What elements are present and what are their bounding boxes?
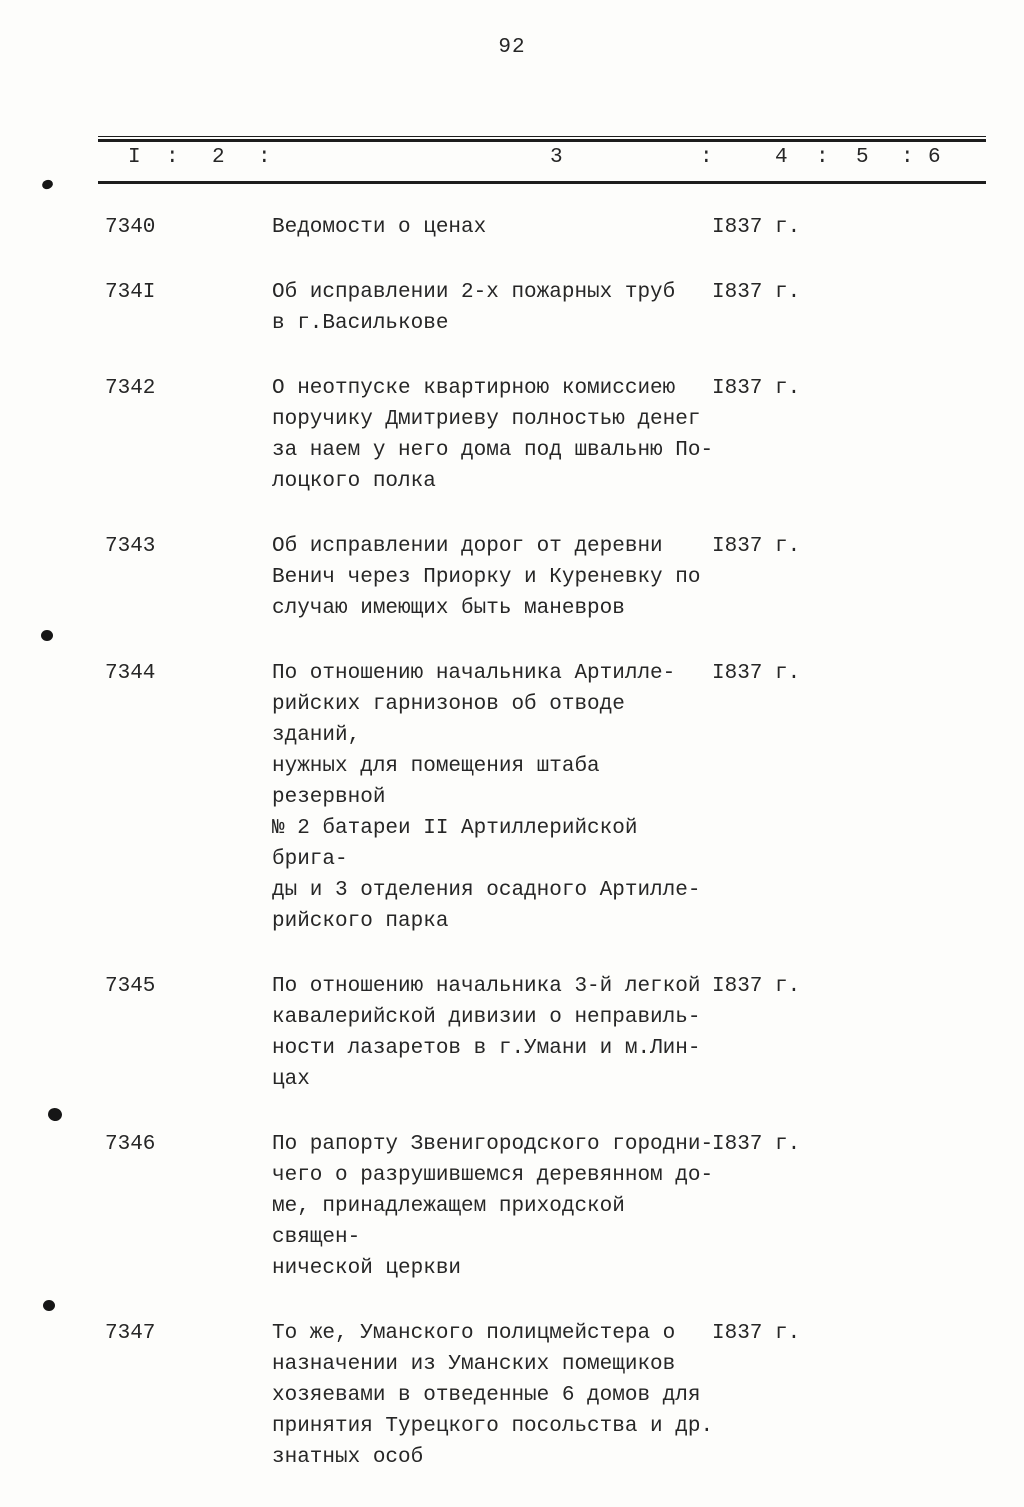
case-year: I837 г. [712, 535, 801, 558]
case-title-line: поручику Дмитриеву полностью денег [272, 408, 701, 431]
case-year: I837 г. [712, 216, 801, 239]
case-number: 7347 [105, 1322, 156, 1345]
case-title-line: нической церкви [272, 1257, 462, 1280]
case-number: 7345 [105, 975, 156, 998]
case-year: I837 г. [712, 975, 801, 998]
case-title [272, 1318, 722, 1473]
case-title-line: чего о разрушившемся деревянном до- [272, 1164, 714, 1187]
case-year: I837 г. [712, 1322, 801, 1345]
case-title-line: принятия Турецкого посольства и др. [272, 1415, 714, 1438]
case-title-line: № 2 батареи II Артиллерийской брига- [272, 817, 638, 871]
case-title-line: случаю имеющих быть маневров [272, 597, 625, 620]
table-row [0, 531, 1024, 624]
ink-speck [41, 178, 54, 190]
table-column-header [0, 146, 1024, 176]
column-separator: : [700, 146, 713, 169]
case-title-line: То же, Уманского полицмейстера о [272, 1322, 676, 1345]
column-header-5: 5 [856, 146, 869, 169]
case-number: 734I [105, 281, 156, 304]
case-title-line: рийских гарнизонов об отводе зданий, [272, 693, 625, 747]
case-title-line: за наем у него дома под швальню По- [272, 439, 714, 462]
column-separator: : [901, 146, 914, 169]
case-title [272, 658, 722, 937]
table-row [0, 658, 1024, 937]
ink-speck [43, 1300, 55, 1311]
case-title-line: кавалерийской дивизии о неправиль- [272, 1006, 701, 1029]
case-title-line: ды и 3 отделения осадного Артилле- [272, 879, 701, 902]
case-year: I837 г. [712, 1133, 801, 1156]
case-title-line: рийского парка [272, 910, 449, 933]
column-header-2: 2 [212, 146, 225, 169]
table-row [0, 373, 1024, 497]
ink-speck [41, 630, 53, 641]
case-number: 7346 [105, 1133, 156, 1156]
column-separator: : [166, 146, 179, 169]
case-number: 7342 [105, 377, 156, 400]
case-title-line: Об исправлении дорог от деревни [272, 535, 663, 558]
case-title-line: хозяевами в отведенные 6 домов для [272, 1384, 701, 1407]
case-title-line: знатных особ [272, 1446, 424, 1469]
table-row [0, 212, 1024, 243]
case-title-line: в г.Василькове [272, 312, 449, 335]
case-year: I837 г. [712, 281, 801, 304]
case-title [272, 1129, 722, 1284]
column-header-3: 3 [550, 146, 563, 169]
table-rule-top [98, 139, 986, 142]
table-row [0, 1129, 1024, 1284]
case-title [272, 212, 722, 243]
column-header-1: I [128, 146, 141, 169]
case-title-line: ме, принадлежащем приходской священ- [272, 1195, 625, 1249]
inventory-entries [0, 212, 1024, 1507]
case-title-line: цах [272, 1068, 310, 1091]
page-number: 92 [498, 36, 526, 59]
case-title-line: назначении из Уманских помещиков [272, 1353, 676, 1376]
column-separator: : [258, 146, 271, 169]
case-title-line: лоцкого полка [272, 470, 436, 493]
case-title-line: Ведомости о ценах [272, 216, 487, 239]
case-title-line: нужных для помещения штаба резервной [272, 755, 600, 809]
case-title-line: Венич через Приорку и Куреневку по [272, 566, 701, 589]
table-rule-top-thin [98, 136, 986, 137]
case-number: 7344 [105, 662, 156, 685]
case-title-line: ности лазаретов в г.Умани и м.Лин- [272, 1037, 701, 1060]
case-number: 7343 [105, 535, 156, 558]
table-row [0, 971, 1024, 1095]
case-year: I837 г. [712, 377, 801, 400]
case-title [272, 373, 722, 497]
case-title-line: О неотпуске квартирною комиссиею [272, 377, 676, 400]
table-rule-bottom [98, 181, 986, 184]
case-title [272, 971, 722, 1095]
case-title [272, 531, 722, 624]
case-title-line: По отношению начальника Артилле- [272, 662, 676, 685]
case-number: 7340 [105, 216, 156, 239]
case-title-line: Об исправлении 2-х пожарных труб [272, 281, 676, 304]
table-row [0, 1318, 1024, 1473]
case-title-line: По отношению начальника 3-й легкой [272, 975, 701, 998]
case-year: I837 г. [712, 662, 801, 685]
table-row [0, 277, 1024, 339]
column-header-6: 6 [928, 146, 941, 169]
column-header-4: 4 [775, 146, 788, 169]
case-title [272, 277, 722, 339]
case-title-line: По рапорту Звенигородского городни- [272, 1133, 714, 1156]
column-separator: : [816, 146, 829, 169]
